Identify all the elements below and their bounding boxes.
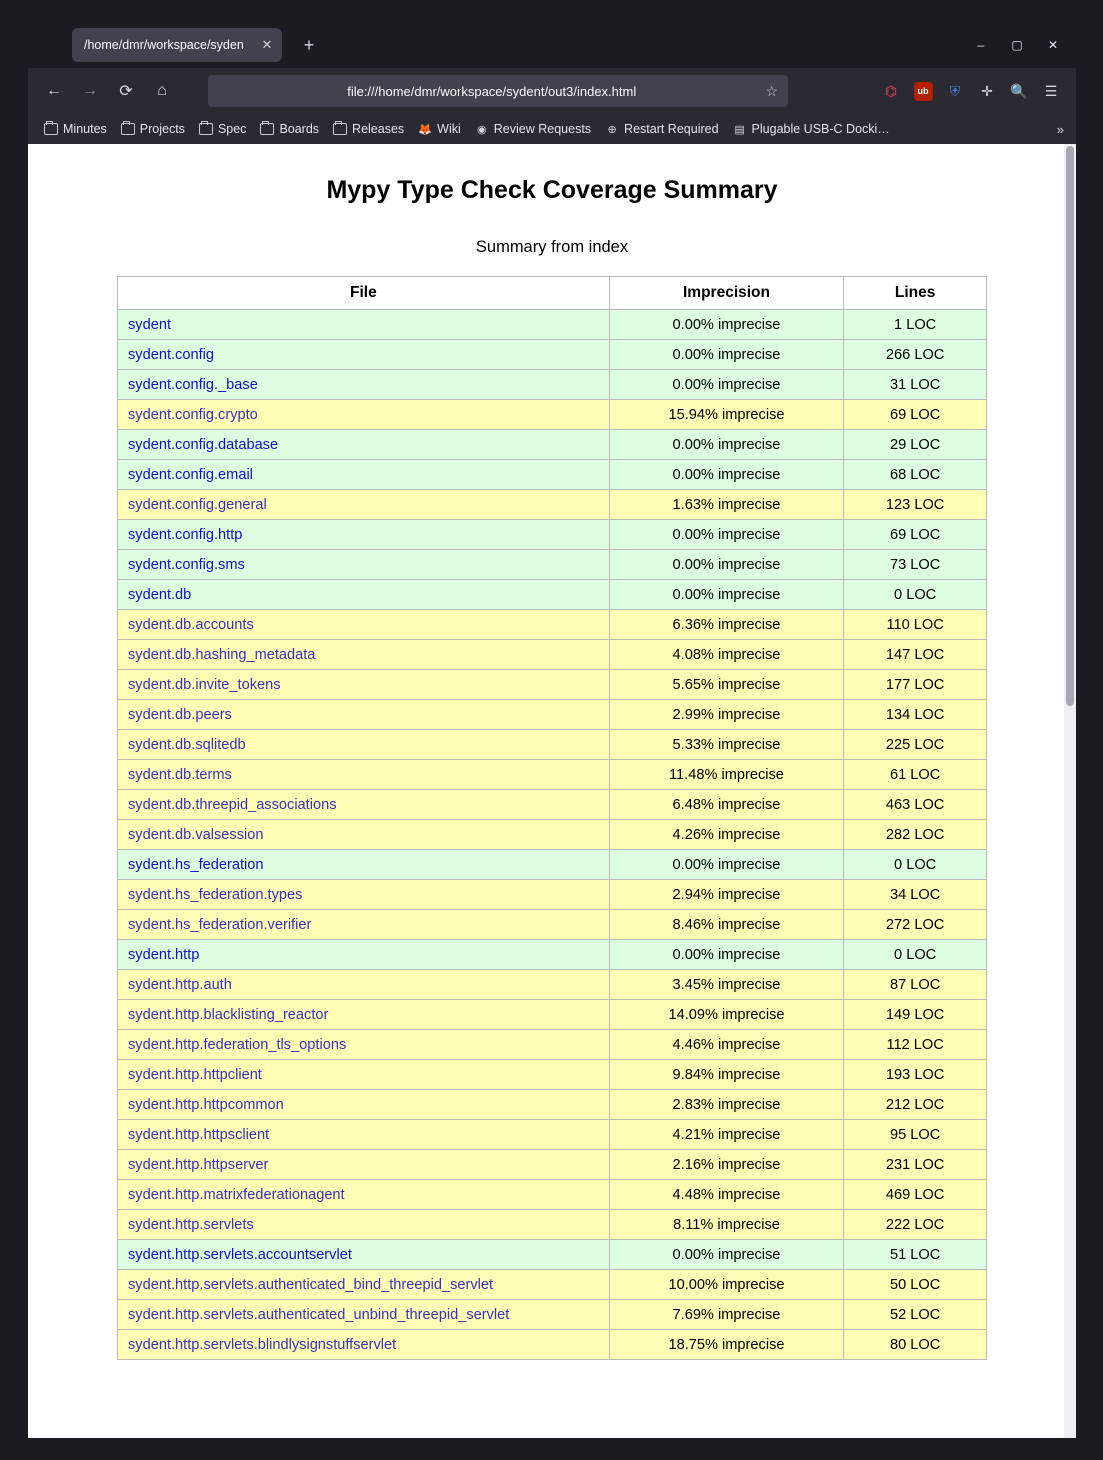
cell-imprecision: 1.63% imprecise — [609, 490, 844, 520]
browser-window — [28, 22, 1076, 1438]
cell-lines: 193 LOC — [844, 1060, 987, 1090]
bookmark-star-icon[interactable]: ☆ — [765, 82, 778, 99]
maximize-button[interactable]: ▢ — [1011, 38, 1023, 52]
page-content — [28, 144, 1076, 1360]
bookmark-item-boards[interactable] — [254, 119, 325, 139]
bookmark-item-spec[interactable] — [193, 119, 253, 139]
back-icon[interactable]: ← — [46, 82, 62, 99]
module-link[interactable]: sydent.hs_federation.verifier — [128, 916, 312, 933]
tab-strip — [28, 22, 1076, 68]
cell-imprecision: 4.21% imprecise — [609, 1120, 844, 1150]
cell-imprecision: 14.09% imprecise — [609, 1000, 844, 1030]
cell-lines: 0 LOC — [844, 850, 987, 880]
cell-file — [118, 760, 610, 790]
table-row — [118, 310, 987, 340]
cell-lines: 110 LOC — [844, 610, 987, 640]
ublock-icon[interactable]: ub — [908, 76, 938, 106]
module-link[interactable]: sydent.http.httpsclient — [128, 1126, 270, 1143]
table-row — [118, 1270, 987, 1300]
cell-imprecision: 0.00% imprecise — [609, 370, 844, 400]
folder-icon — [44, 122, 58, 136]
cell-lines: 80 LOC — [844, 1330, 987, 1360]
module-link[interactable]: sydent.config.crypto — [128, 406, 258, 423]
table-row — [118, 1000, 987, 1030]
home-icon[interactable]: ⌂ — [157, 82, 167, 99]
browser-tab[interactable] — [72, 28, 282, 62]
cell-lines: 31 LOC — [844, 370, 987, 400]
cell-lines: 222 LOC — [844, 1210, 987, 1240]
cell-file — [118, 1150, 610, 1180]
module-link[interactable]: sydent.http.matrixfederationagent — [128, 1186, 345, 1203]
table-row — [118, 820, 987, 850]
module-link[interactable]: sydent.db.invite_tokens — [128, 676, 281, 693]
cell-lines: 469 LOC — [844, 1180, 987, 1210]
page-viewport — [28, 144, 1076, 1438]
cell-imprecision: 2.83% imprecise — [609, 1090, 844, 1120]
module-link[interactable]: sydent.http.httpclient — [128, 1066, 262, 1083]
cell-file — [118, 910, 610, 940]
cell-imprecision: 6.48% imprecise — [609, 790, 844, 820]
cell-file — [118, 490, 610, 520]
cell-file — [118, 1180, 610, 1210]
module-link[interactable]: sydent.db.hashing_metadata — [128, 646, 316, 663]
module-link[interactable]: sydent.http.servlets.authenticated_bind_threepid_servlet — [128, 1276, 494, 1293]
cell-imprecision: 2.94% imprecise — [609, 880, 844, 910]
folder-icon — [121, 122, 135, 136]
cell-file — [118, 1300, 610, 1330]
table-row — [118, 640, 987, 670]
cell-imprecision: 9.84% imprecise — [609, 1060, 844, 1090]
window-close-button[interactable]: ✕ — [1047, 38, 1059, 52]
globe-icon: ⊕ — [607, 123, 617, 136]
cell-imprecision: 2.99% imprecise — [609, 700, 844, 730]
module-link[interactable]: sydent.db — [128, 586, 192, 603]
table-row — [118, 790, 987, 820]
bookmark-label: Releases — [352, 122, 405, 136]
module-link[interactable]: sydent.config.database — [128, 436, 279, 453]
table-row — [118, 1300, 987, 1330]
cell-lines: 112 LOC — [844, 1030, 987, 1060]
coverage-table — [117, 276, 987, 1360]
cell-lines: 61 LOC — [844, 760, 987, 790]
cell-imprecision: 4.08% imprecise — [609, 640, 844, 670]
bookmark-label: Minutes — [63, 122, 107, 136]
table-row — [118, 1330, 987, 1360]
firefox-icon: 🦊 — [418, 123, 433, 136]
cell-file — [118, 520, 610, 550]
cell-lines: 282 LOC — [844, 820, 987, 850]
bookmarks-toolbar — [28, 114, 1076, 144]
module-link[interactable]: sydent.http.servlets.blindlysignstuffservlet — [128, 1336, 397, 1353]
cell-imprecision: 0.00% imprecise — [609, 1240, 844, 1270]
module-link[interactable]: sydent.http.federation_tls_options — [128, 1036, 347, 1053]
cell-lines: 1 LOC — [844, 310, 987, 340]
module-link[interactable]: sydent.http.httpserver — [128, 1156, 269, 1173]
cell-imprecision: 6.36% imprecise — [609, 610, 844, 640]
page-subtitle: Summary from index — [475, 238, 629, 256]
navigation-toolbar — [28, 68, 1076, 114]
module-link[interactable]: sydent.config.email — [128, 466, 253, 483]
cell-imprecision: 5.33% imprecise — [609, 730, 844, 760]
cell-imprecision: 4.26% imprecise — [609, 820, 844, 850]
table-row — [118, 340, 987, 370]
forward-icon[interactable]: → — [82, 82, 98, 99]
cell-file — [118, 940, 610, 970]
column-header-lines: Lines — [844, 277, 987, 310]
cell-lines: 266 LOC — [844, 340, 987, 370]
bookmark-item-releases[interactable] — [327, 119, 410, 139]
cell-lines: 134 LOC — [844, 700, 987, 730]
cell-imprecision: 8.11% imprecise — [609, 1210, 844, 1240]
cell-file — [118, 370, 610, 400]
module-link[interactable]: sydent — [128, 316, 171, 333]
cell-lines: 147 LOC — [844, 640, 987, 670]
bookmark-item-plugable-dock[interactable] — [727, 119, 896, 139]
table-row — [118, 520, 987, 550]
page-scrollbar[interactable] — [1064, 144, 1076, 1438]
bookmark-label: Review Requests — [493, 122, 592, 136]
bookmark-item-projects[interactable] — [115, 119, 191, 139]
column-header-imprecision: Imprecision — [609, 277, 844, 310]
bookmark-label: Restart Required — [624, 122, 719, 136]
cell-lines: 50 LOC — [844, 1270, 987, 1300]
cell-lines: 0 LOC — [844, 940, 987, 970]
bookmark-item-wiki[interactable] — [412, 119, 467, 139]
cell-imprecision: 0.00% imprecise — [609, 340, 844, 370]
shield-icon[interactable]: ⛨ — [949, 82, 961, 99]
cell-file — [118, 670, 610, 700]
cell-imprecision: 4.46% imprecise — [609, 1030, 844, 1060]
module-link[interactable]: sydent.config.sms — [128, 556, 245, 573]
cell-file — [118, 1240, 610, 1270]
sync-icon[interactable]: ✛ — [981, 82, 993, 99]
table-row — [118, 1150, 987, 1180]
table-row — [118, 970, 987, 1000]
cell-imprecision: 0.00% imprecise — [609, 460, 844, 490]
cell-lines: 68 LOC — [844, 460, 987, 490]
cell-file — [118, 880, 610, 910]
cell-file — [118, 700, 610, 730]
table-row — [118, 940, 987, 970]
cell-file — [118, 460, 610, 490]
cell-imprecision: 0.00% imprecise — [609, 580, 844, 610]
cell-file — [118, 1120, 610, 1150]
cell-lines: 69 LOC — [844, 400, 987, 430]
cell-imprecision: 8.46% imprecise — [609, 910, 844, 940]
cell-imprecision: 0.00% imprecise — [609, 550, 844, 580]
address-bar[interactable] — [208, 75, 788, 107]
module-link[interactable]: sydent.db.peers — [128, 706, 232, 723]
search-icon[interactable]: 🔍 — [1010, 82, 1028, 99]
toolbar-icons — [876, 76, 1066, 106]
table-row — [118, 370, 987, 400]
cell-imprecision: 15.94% imprecise — [609, 400, 844, 430]
module-link[interactable]: sydent.db.threepid_associations — [128, 796, 337, 813]
module-link[interactable]: sydent.config._base — [128, 376, 258, 393]
module-link[interactable]: sydent.db.terms — [128, 766, 232, 783]
cell-imprecision: 10.00% imprecise — [609, 1270, 844, 1300]
cell-imprecision: 0.00% imprecise — [609, 850, 844, 880]
cell-file — [118, 610, 610, 640]
module-link[interactable]: sydent.http.auth — [128, 976, 232, 993]
module-link[interactable]: sydent.db.valsession — [128, 826, 264, 843]
cell-imprecision: 3.45% imprecise — [609, 970, 844, 1000]
cell-lines: 272 LOC — [844, 910, 987, 940]
cell-imprecision: 0.00% imprecise — [609, 520, 844, 550]
github-icon: ◉ — [476, 123, 487, 136]
page-title: Mypy Type Check Coverage Summary — [326, 176, 778, 204]
cell-lines: 29 LOC — [844, 430, 987, 460]
cell-imprecision: 2.16% imprecise — [609, 1150, 844, 1180]
cell-lines: 51 LOC — [844, 1240, 987, 1270]
cell-imprecision: 7.69% imprecise — [609, 1300, 844, 1330]
table-row — [118, 460, 987, 490]
cell-imprecision: 11.48% imprecise — [609, 760, 844, 790]
new-tab-button[interactable]: + — [303, 34, 315, 55]
bookmark-label: Plugable USB-C Docki… — [751, 122, 890, 136]
table-body — [118, 310, 987, 1360]
table-row — [118, 880, 987, 910]
module-link[interactable]: sydent.config — [128, 346, 214, 363]
cell-file — [118, 550, 610, 580]
cell-imprecision: 18.75% imprecise — [609, 1330, 844, 1360]
table-row — [118, 1240, 987, 1270]
url-text: file:///home/dmr/workspace/sydent/out3/index.html — [347, 83, 637, 99]
bookmark-item-review-requests[interactable] — [469, 119, 597, 139]
table-row — [118, 1090, 987, 1120]
cell-file — [118, 1060, 610, 1090]
table-row — [118, 490, 987, 520]
hamburger-menu-icon[interactable]: ☰ — [1044, 82, 1058, 99]
cell-lines: 212 LOC — [844, 1090, 987, 1120]
cell-lines: 149 LOC — [844, 1000, 987, 1030]
pocket-icon[interactable]: ⌬ — [884, 82, 898, 99]
table-row — [118, 1210, 987, 1240]
table-row — [118, 730, 987, 760]
bookmark-item-restart-required[interactable] — [599, 119, 725, 139]
cell-lines: 73 LOC — [844, 550, 987, 580]
bookmark-item-minutes[interactable] — [38, 119, 113, 139]
table-header-row — [118, 277, 987, 310]
cell-lines: 463 LOC — [844, 790, 987, 820]
table-row — [118, 850, 987, 880]
cell-lines: 123 LOC — [844, 490, 987, 520]
cell-lines: 0 LOC — [844, 580, 987, 610]
table-row — [118, 1120, 987, 1150]
cell-imprecision: 0.00% imprecise — [609, 310, 844, 340]
module-link[interactable]: sydent.http.blacklisting_reactor — [128, 1006, 329, 1023]
bookmark-label: Boards — [279, 122, 320, 136]
chevron-double-right-icon[interactable]: » — [1056, 121, 1064, 137]
folder-icon — [199, 122, 213, 136]
table-row — [118, 550, 987, 580]
cell-imprecision: 0.00% imprecise — [609, 940, 844, 970]
module-link[interactable]: sydent.hs_federation — [128, 856, 264, 873]
cell-file — [118, 790, 610, 820]
cell-lines: 225 LOC — [844, 730, 987, 760]
column-header-file: File — [118, 277, 610, 310]
table-row — [118, 580, 987, 610]
table-row — [118, 610, 987, 640]
page-icon: ▤ — [734, 123, 745, 136]
cell-file — [118, 580, 610, 610]
table-row — [118, 700, 987, 730]
cell-file — [118, 1210, 610, 1240]
cell-file — [118, 1000, 610, 1030]
table-row — [118, 1030, 987, 1060]
close-icon[interactable]: ✕ — [261, 37, 273, 52]
cell-file — [118, 970, 610, 1000]
minimize-button[interactable]: – — [977, 38, 985, 52]
module-link[interactable]: sydent.config.http — [128, 526, 243, 543]
module-link[interactable]: sydent.http.httpcommon — [128, 1096, 284, 1113]
cell-imprecision: 4.48% imprecise — [609, 1180, 844, 1210]
scrollbar-thumb[interactable] — [1066, 146, 1074, 706]
cell-file — [118, 820, 610, 850]
reload-icon[interactable]: ⟳ — [119, 83, 133, 100]
module-link[interactable]: sydent.db.sqlitedb — [128, 736, 246, 753]
cell-file — [118, 1030, 610, 1060]
cell-file — [118, 730, 610, 760]
table-row — [118, 910, 987, 940]
bookmark-label: Projects — [139, 122, 185, 136]
tab-title: /home/dmr/workspace/syden — [84, 38, 244, 52]
window-controls — [964, 30, 1070, 60]
cell-imprecision: 0.00% imprecise — [609, 430, 844, 460]
cell-lines: 69 LOC — [844, 520, 987, 550]
bookmark-label: Wiki — [437, 122, 461, 136]
cell-file — [118, 340, 610, 370]
cell-lines: 95 LOC — [844, 1120, 987, 1150]
module-link[interactable]: sydent.http.servlets.accountservlet — [128, 1246, 352, 1263]
cell-imprecision: 5.65% imprecise — [609, 670, 844, 700]
cell-file — [118, 430, 610, 460]
bookmark-label: Spec — [217, 122, 247, 136]
cell-lines: 34 LOC — [844, 880, 987, 910]
folder-icon — [333, 122, 347, 136]
module-link[interactable]: sydent.hs_federation.types — [128, 886, 303, 903]
cell-lines: 52 LOC — [844, 1300, 987, 1330]
table-row — [118, 1180, 987, 1210]
cell-file — [118, 850, 610, 880]
table-row — [118, 760, 987, 790]
table-row — [118, 670, 987, 700]
cell-lines: 177 LOC — [844, 670, 987, 700]
cell-file — [118, 1090, 610, 1120]
module-link[interactable]: sydent.db.accounts — [128, 616, 254, 633]
cell-file — [118, 1270, 610, 1300]
table-row — [118, 1060, 987, 1090]
table-row — [118, 400, 987, 430]
table-row — [118, 430, 987, 460]
cell-lines: 87 LOC — [844, 970, 987, 1000]
cell-file — [118, 400, 610, 430]
module-link[interactable]: sydent.config.general — [128, 496, 267, 513]
folder-icon — [260, 122, 274, 136]
module-link[interactable]: sydent.http.servlets.authenticated_unbind_threepid_servlet — [128, 1306, 510, 1323]
cell-file — [118, 1330, 610, 1360]
cell-file — [118, 640, 610, 670]
module-link[interactable]: sydent.http — [128, 946, 200, 963]
cell-file — [118, 310, 610, 340]
module-link[interactable]: sydent.http.servlets — [128, 1216, 254, 1233]
cell-lines: 231 LOC — [844, 1150, 987, 1180]
